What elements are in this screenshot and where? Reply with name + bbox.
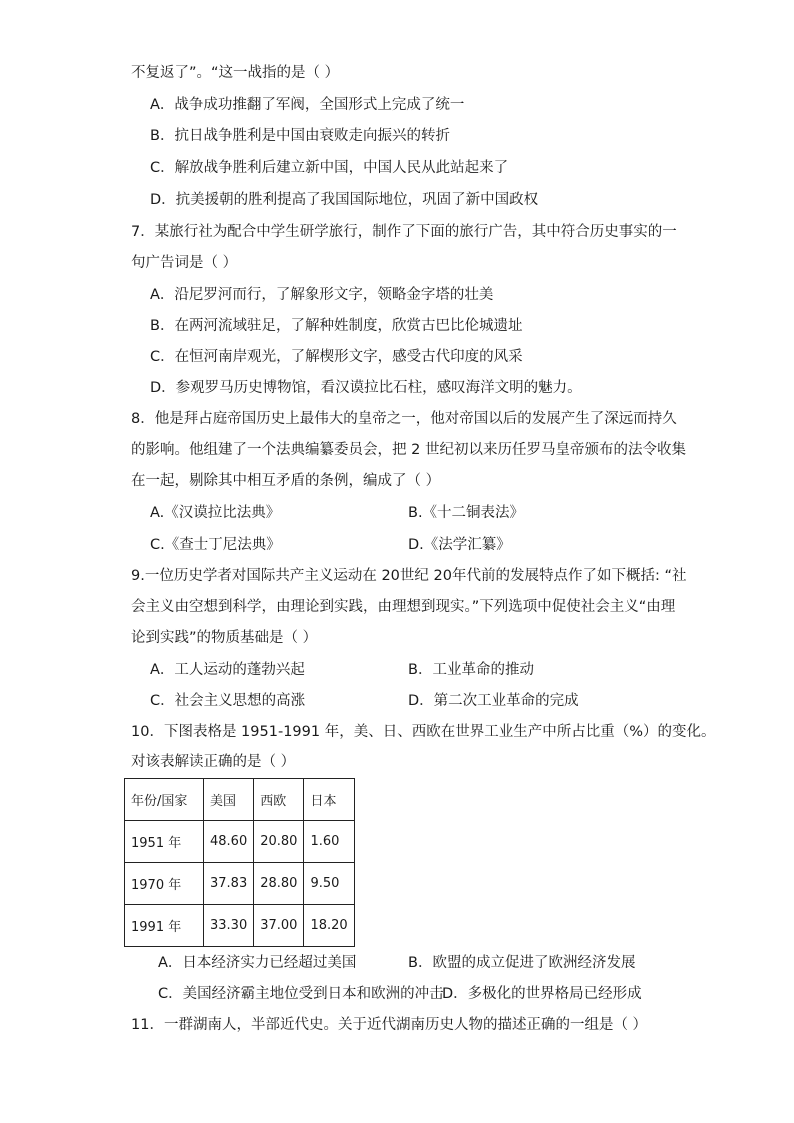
q7-option-c: C．在恒河南岸观光，了解楔形文字，感受古代印度的风采 xyxy=(150,349,523,365)
q8-stem-line3: 在一起，剔除其中相互矛盾的条例，编成了（ ） xyxy=(131,473,441,489)
table-cell: 33.30 xyxy=(204,905,254,947)
q9-option-d: D．第二次工业革命的完成 xyxy=(408,693,579,709)
q6-option-d: D．抗美援朝的胜利提高了我国国际地位，巩固了新中国政权 xyxy=(150,192,539,208)
table-cell: 1951 年 xyxy=(125,821,204,863)
q8-option-b: B.《十二铜表法》 xyxy=(408,505,525,521)
table-cell: 37.83 xyxy=(204,863,254,905)
q9-stem-line3: 论到实践”的物质基础是（ ） xyxy=(131,630,318,646)
table-cell: 1970 年 xyxy=(125,863,204,905)
q9-stem-line1: 9.一位历史学者对国际共产主义运动在 20世纪 20年代前的发展特点作了如下概括: “社 xyxy=(131,568,687,584)
table-header-cell: 日本 xyxy=(304,779,354,821)
table-cell: 20.80 xyxy=(254,821,304,863)
q8-stem-line2: 的影响。他组建了一个法典编纂委员会，把 2 世纪初以来历任罗马皇帝颁布的法令收集 xyxy=(131,442,686,458)
table-cell: 48.60 xyxy=(204,821,254,863)
q8-option-c: C.《查士丁尼法典》 xyxy=(150,537,281,553)
q8-option-d: D.《法学汇纂》 xyxy=(408,537,511,553)
q7-option-b: B．在两河流域驻足，了解种姓制度，欣赏古巴比伦城遗址 xyxy=(150,318,523,334)
q8-option-a: A.《汉谟拉比法典》 xyxy=(150,505,281,521)
q9-stem-line2: 会主义由空想到科学，由理论到实践，由理想到现实。”下列选项中促使社会主义“由理 xyxy=(131,599,676,615)
table-cell: 1991 年 xyxy=(125,905,204,947)
table-row xyxy=(125,821,355,863)
q7-option-d: D．参观罗马历史博物馆，看汉谟拉比石柱，感叹海洋文明的魅力。 xyxy=(150,380,582,396)
q7-stem-line1: 7．某旅行社为配合中学生研学旅行，制作了下面的旅行广告，其中符合历史事实的一 xyxy=(131,224,677,240)
q10-stem-line1: 10．下图表格是 1951-1991 年，美、日、西欧在世界工业生产中所占比重（%）的变化。 xyxy=(131,724,716,740)
table-header-cell: 西欧 xyxy=(254,779,304,821)
table-cell: 18.20 xyxy=(304,905,354,947)
q6-option-b: B．抗日战争胜利是中国由衰败走向振兴的转折 xyxy=(150,128,450,144)
q10-option-b: B．欧盟的成立促进了欧洲经济发展 xyxy=(408,955,636,971)
table-header-cell: 年份/国家 xyxy=(125,779,204,821)
table-cell: 1.60 xyxy=(304,821,354,863)
q9-option-a: A．工人运动的蓬勃兴起 xyxy=(150,662,305,678)
table-header-cell: 美国 xyxy=(204,779,254,821)
q10-option-c: C．美国经济霸主地位受到日本和欧洲的冲击 xyxy=(158,986,444,1002)
q6-option-c: C．解放战争胜利后建立新中国，中国人民从此站起来了 xyxy=(150,160,509,176)
table-cell: 37.00 xyxy=(254,905,304,947)
q7-option-a: A．沿尼罗河而行，了解象形文字，领略金字塔的壮美 xyxy=(150,287,494,303)
q9-option-b: B．工业革命的推动 xyxy=(408,662,534,678)
table-row xyxy=(125,905,355,947)
q7-stem-line2: 句广告词是（ ） xyxy=(131,255,238,271)
q10-option-d: D．多极化的世界格局已经形成 xyxy=(442,986,642,1002)
q10-option-a: A．日本经济实力已经超过美国 xyxy=(158,955,357,971)
table-row xyxy=(125,863,355,905)
q9-option-c: C．社会主义思想的高涨 xyxy=(150,693,306,709)
table-cell: 28.80 xyxy=(254,863,304,905)
q6-stem: 不复返了”。“这一战指的是（ ） xyxy=(131,65,340,81)
q8-stem-line1: 8．他是拜占庭帝国历史上最伟大的皇帝之一，他对帝国以后的发展产生了深远而持久 xyxy=(131,411,677,427)
q6-option-a: A．战争成功推翻了军阀，全国形式上完成了统一 xyxy=(150,97,465,113)
table-cell: 9.50 xyxy=(304,863,354,905)
industry-share-table xyxy=(124,778,355,947)
q11-stem: 11．一群湖南人，半部近代史。关于近代湖南历史人物的描述正确的一组是（ ） xyxy=(131,1017,648,1033)
q10-stem-line2: 对该表解读正确的是（ ） xyxy=(131,754,296,770)
table-header-row xyxy=(125,779,355,821)
